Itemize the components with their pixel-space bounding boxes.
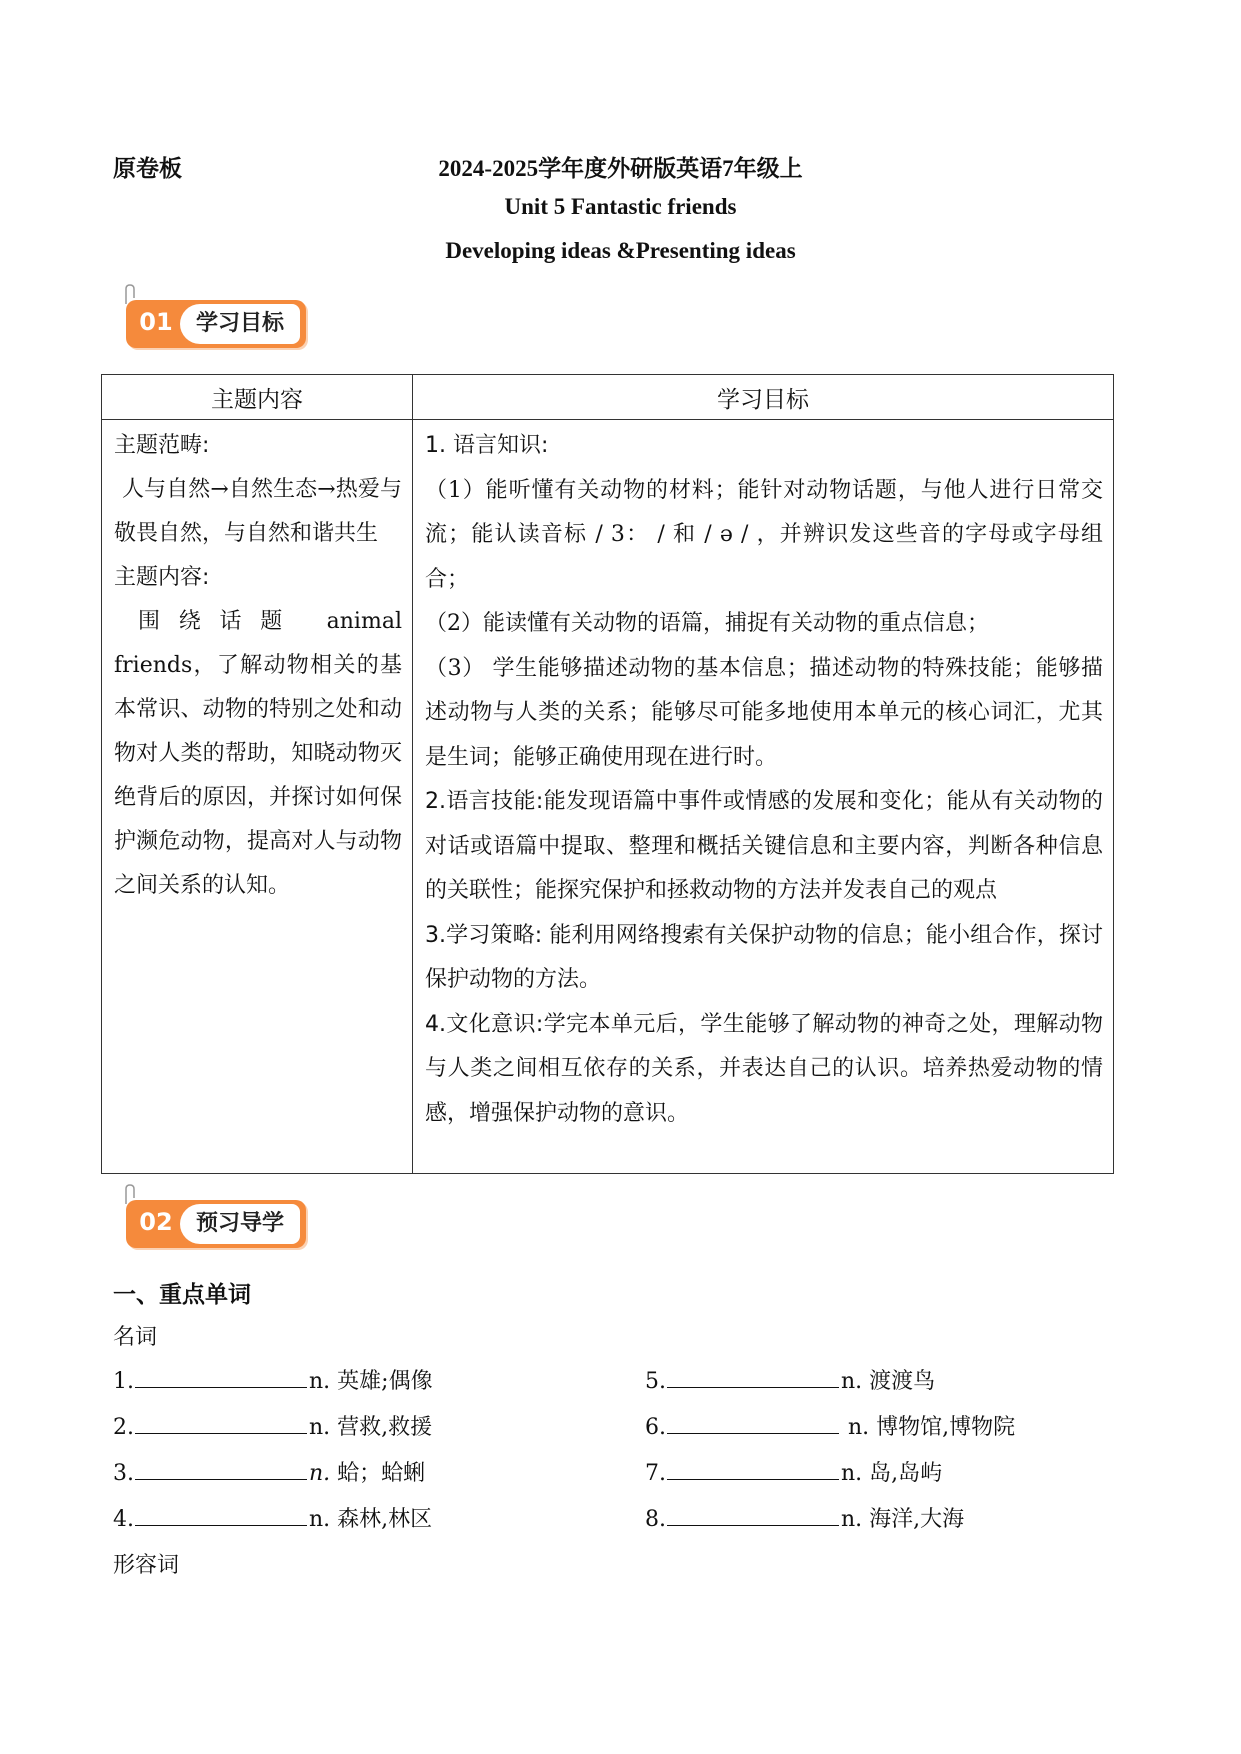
doc-title: 2024-2025学年度外研版英语7年级上 bbox=[438, 156, 803, 181]
answer-blank[interactable] bbox=[135, 1411, 307, 1434]
goal-4 bbox=[425, 1003, 1103, 1137]
badge-number: 01 bbox=[139, 308, 173, 336]
answer-blank[interactable] bbox=[135, 1457, 307, 1480]
vocab-pos: n. bbox=[309, 1415, 331, 1440]
goal-2-text: 能发现语篇中事件或情感的发展和变化；能从有关动物的对话或语篇中提取、整理和概括关键信息和主要内容，判断各种信息的关联性；能探究保护和拯救动物的方法并发表自己的观点 bbox=[425, 789, 1103, 903]
vocab-meaning: 蛤；蛤蜊 bbox=[330, 1461, 426, 1486]
vocab-pos: n. bbox=[841, 1369, 863, 1394]
vocab-item bbox=[113, 1502, 432, 1533]
goal-2-label: 2.语言技能: bbox=[425, 789, 544, 814]
badge-label: 学习目标 bbox=[180, 304, 300, 344]
adjective-label: 形容词 bbox=[113, 1553, 180, 1578]
vocab-item bbox=[645, 1364, 935, 1395]
topic-scope-label: 主题范畴: bbox=[114, 433, 210, 458]
answer-blank[interactable] bbox=[667, 1411, 839, 1434]
vocab-item bbox=[113, 1364, 433, 1395]
table-header-topic: 主题内容 bbox=[102, 375, 413, 420]
topic-content-text: 围绕话题 animal friends，了解动物相关的基本常识、动物的特别之处和动物对人类的帮助，知晓动物灭绝背后的原因，并探讨如何保护濒危动物，提高对人与动物之间关系的认知。 bbox=[114, 609, 402, 898]
vocab-number: 3. bbox=[113, 1461, 134, 1486]
vocab-item bbox=[645, 1410, 1015, 1441]
answer-blank[interactable] bbox=[667, 1457, 839, 1480]
vocab-item bbox=[645, 1456, 942, 1487]
lesson-title: Developing ideas &Presenting ideas bbox=[445, 238, 796, 263]
answer-blank[interactable] bbox=[135, 1365, 307, 1388]
topic-cell bbox=[102, 420, 413, 1174]
vocab-meaning: 营救,救援 bbox=[330, 1415, 433, 1440]
vocab-pos: n. bbox=[309, 1461, 331, 1486]
section-badge-preview bbox=[126, 1190, 310, 1246]
vocab-number: 2. bbox=[113, 1415, 134, 1440]
goals-cell bbox=[413, 420, 1114, 1174]
section-badge-goals bbox=[126, 290, 310, 346]
vocab-pos: n. bbox=[309, 1369, 331, 1394]
goal-1-point-1: （1）能听懂有关动物的材料；能针对动物话题，与他人进行日常交流；能认读音标 / 3： / 和 / ə / ，并辨识发这些音的字母或字母组合； bbox=[425, 477, 1103, 592]
vocab-meaning: 岛,岛屿 bbox=[862, 1461, 943, 1486]
goal-1-point-3: （3） 学生能够描述动物的基本信息；描述动物的特殊技能；能够描述动物与人类的关系；能够尽可能多地使用本单元的核心词汇，尤其是生词；能够正确使用现在进行时。 bbox=[425, 655, 1103, 770]
answer-blank[interactable] bbox=[667, 1503, 839, 1526]
vocab-item bbox=[113, 1410, 432, 1441]
goal-3-label: 3.学习策略: bbox=[425, 922, 543, 948]
goal-3-text: 能利用网络搜索有关保护动物的信息；能小组合作，探讨保护动物的方法。 bbox=[425, 922, 1103, 992]
topic-scope-text: 人与自然→自然生态→热爱与敬畏自然，与自然和谐共生 bbox=[114, 477, 402, 546]
header-label: 原卷板 bbox=[113, 155, 182, 182]
badge-number: 02 bbox=[139, 1208, 173, 1236]
unit-title: Unit 5 Fantastic friends bbox=[504, 194, 737, 219]
badge-label: 预习导学 bbox=[180, 1204, 300, 1244]
goals-table bbox=[101, 374, 1114, 1174]
vocab-number: 6. bbox=[645, 1415, 666, 1440]
noun-label: 名词 bbox=[113, 1325, 158, 1350]
vocab-item bbox=[645, 1502, 964, 1533]
table-header-goals: 学习目标 bbox=[413, 375, 1114, 420]
vocab-meaning: 海洋,大海 bbox=[862, 1507, 965, 1532]
goal-1-point-2: （2）能读懂有关动物的语篇，捕捉有关动物的重点信息； bbox=[425, 611, 989, 636]
vocab-item bbox=[113, 1456, 425, 1487]
vocab-meaning: 森林,林区 bbox=[330, 1507, 433, 1532]
answer-blank[interactable] bbox=[135, 1503, 307, 1526]
goal-3 bbox=[425, 914, 1103, 1003]
vocab-number: 5. bbox=[645, 1369, 666, 1394]
vocab-pos: n. bbox=[841, 1507, 863, 1532]
goal-2 bbox=[425, 780, 1103, 914]
vocab-number: 7. bbox=[645, 1461, 666, 1486]
vocab-meaning: 英雄;偶像 bbox=[330, 1369, 433, 1394]
topic-content-label: 主题内容: bbox=[114, 565, 210, 590]
vocab-number: 4. bbox=[113, 1507, 134, 1532]
goal-1-label: 1. 语言知识: bbox=[425, 433, 549, 458]
vocab-pos: n. bbox=[841, 1461, 863, 1486]
goal-4-label: 4.文化意识: bbox=[425, 1011, 544, 1037]
vocab-pos: n. bbox=[309, 1507, 331, 1532]
vocab-number: 8. bbox=[645, 1507, 666, 1532]
vocab-meaning: 博物馆,博物院 bbox=[869, 1415, 1016, 1440]
vocab-pos: n. bbox=[841, 1415, 870, 1440]
section-title: 一、重点单词 bbox=[113, 1282, 251, 1308]
answer-blank[interactable] bbox=[667, 1365, 839, 1388]
goal-4-text: 学完本单元后，学生能够了解动物的神奇之处，理解动物与人类之间相互依存的关系，并表达自己的认识。培养热爱动物的情感，增强保护动物的意识。 bbox=[425, 1011, 1103, 1126]
vocab-meaning: 渡渡鸟 bbox=[862, 1369, 936, 1394]
vocab-number: 1. bbox=[113, 1369, 134, 1394]
